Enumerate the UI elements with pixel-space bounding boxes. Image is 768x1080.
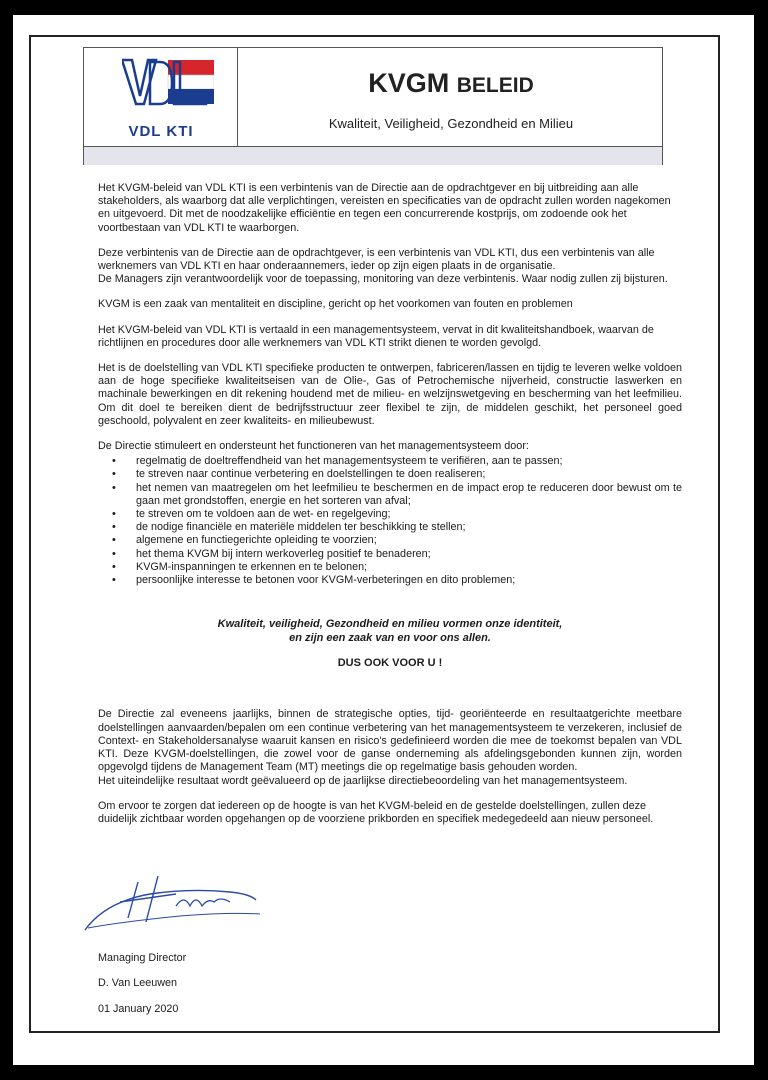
page-title [238, 68, 664, 99]
paragraph-annual-objectives: De Directie zal eveneens jaarlijks, binnen de strategische opties, tijd- georiënteerde en resultaatgerichte meetbare doelstellingen aanvaarden/bepalen om een continue verbetering van het managementsysteem te verzekeren, inclusief de Context- en Stakeholdersanalyse waaruit kansen en risico's gedefinieerd worden die mee de toekomst bepalen van VDL KTI. Deze KVGM-doelstellingen, die zowel voor de ganse onderneming als afdelingsgebonden kunnen zijn, worden opgevolgd tijdens de Management Team (MT) meetings die op regelmatige basis gehouden worden. [98, 708, 682, 774]
paragraph-employees-text: Deze verbintenis van de Directie aan de opdrachtgever, is een verbintenis van VDL KTI, dus een verbintenis van alle werknemers van VDL KTI en haar onderaannemers, ieder op zijn eigen plaats in de organisatie. [98, 246, 655, 273]
emphasis-line: DUS OOK VOOR U ! [337, 657, 443, 670]
page-subtitle: Kwaliteit, Veiligheid, Gezondheid en Milieu [328, 116, 574, 131]
motto-line-1: Kwaliteit, veiligheid, Gezondheid en milieu vormen onze identiteit, [217, 618, 563, 631]
paragraph-mentality: KVGM is een zaak van mentaliteit en discipline, gericht op het voorkomen van fouten en problemen [98, 298, 573, 311]
paragraph-employees [98, 247, 682, 287]
paragraph-evaluation: Het uiteindelijke resultaat wordt geëvalueerd op de jaarlijkse directiebeoordeling van het managementsysteem. [98, 774, 628, 787]
title-rest: BELEID [456, 74, 534, 97]
paragraph-managers-text: De Managers zijn verantwoordelijk voor de toepassing, monitoring van deze verbintenis. Waar nodig zullen zij bijsturen. [98, 273, 668, 286]
document-body [98, 182, 682, 838]
signatory-role: Managing Director [98, 952, 187, 964]
paragraph-objective: Het is de doelstelling van VDL KTI specifieke producten te ontwerpen, fabriceren/lassen en tijdig te leveren welke voldoen aan de hoge specifieke kwaliteitseisen van de Olie-, Gas of Petrochemische nijverheid, constructie laswerken en machinale bewerkingen en dit rekening houdend met de milieu- en welzijnswetgeving en bescherming van het leefmilieu. Om dit doel te bereiken dient de bedrijfsstructuur zeer flexibel te zijn, de middelen geschikt, het personeel goed geschoold, polyvalent en zeer kwaliteits- en milieubewust. [98, 362, 682, 427]
list-item: • te streven naar continue verbetering en doelstellingen te doen realiseren; [128, 468, 682, 481]
vdl-logo-icon [122, 58, 214, 116]
list-item: • het nemen van maatregelen om het leefmilieu te beschermen en de impact erop te reduceren door bewust om te gaan met grondstoffen, energie en het sorteren van afval; [128, 482, 682, 508]
list-item: • persoonlijke interesse te betonen voor KVGM-verbeteringen en dito problemen; [128, 574, 682, 587]
signature-icon [80, 872, 280, 942]
title-main: KVGM [368, 68, 450, 98]
paragraph-management-system: Het KVGM-beleid van VDL KTI is vertaald in een managementsysteem, vervat in dit kwaliteitshandboek, waarvan de richtlijnen en procedures door alle werknemers van VDL KTI strikt dienen te worden gevolgd. [98, 323, 654, 349]
paragraph-commitment: Het KVGM-beleid van VDL KTI is een verbintenis van de Directie aan de opdrachtgever en bij uitbreiding aan alle stakeholders, als waarborg dat alle verplichtingen, vereisten en specificaties van de opdracht zullen worden nagekomen en uitgevoerd. Dit met de noodzakelijke efficiëntie en tegen een concurrerende kostprijs, om zodoende ook het voortbestaan van VDL KTI te waarborgen. [98, 182, 671, 234]
document-header [83, 47, 663, 165]
signature-date: 01 January 2020 [98, 1003, 179, 1015]
signatory-name: D. Van Leeuwen [98, 977, 178, 989]
motto-line-2: en zijn een zaak van en voor ons allen. [289, 632, 491, 645]
list-item: • regelmatig de doeltreffendheid van het managementsysteem te verifiëren, aan te passen; [128, 455, 682, 468]
list-item: • het thema KVGM bij intern werkoverleg positief te benaderen; [128, 548, 682, 561]
list-item: • algemene en functiegerichte opleiding te voorzien; [128, 534, 682, 547]
directie-bullet-list [98, 455, 682, 587]
paragraph-communication: Om ervoor te zorgen dat iedereen op de hoogte is van het KVGM-beleid en de gestelde doelstellingen, zullen deze duidelijk zichtbaar worden opgehangen op de voorziene prikborden en specifiek medegedeeld aan nieuw personeel. [98, 799, 654, 825]
motto [98, 617, 682, 645]
list-item: • de nodige financiële en materiële middelen ter beschikking te stellen; [128, 521, 682, 534]
paragraph-directie-intro: De Directie stimuleert en ondersteunt het functioneren van het managementsysteem door: [98, 440, 529, 453]
header-band [84, 146, 662, 165]
logo-cell [84, 48, 238, 146]
list-item: • KVGM-inspanningen te erkennen en te belonen; [128, 561, 682, 574]
list-item: • te streven om te voldoen aan de wet- en regelgeving; [128, 508, 682, 521]
logo-text: VDL KTI [128, 123, 194, 140]
